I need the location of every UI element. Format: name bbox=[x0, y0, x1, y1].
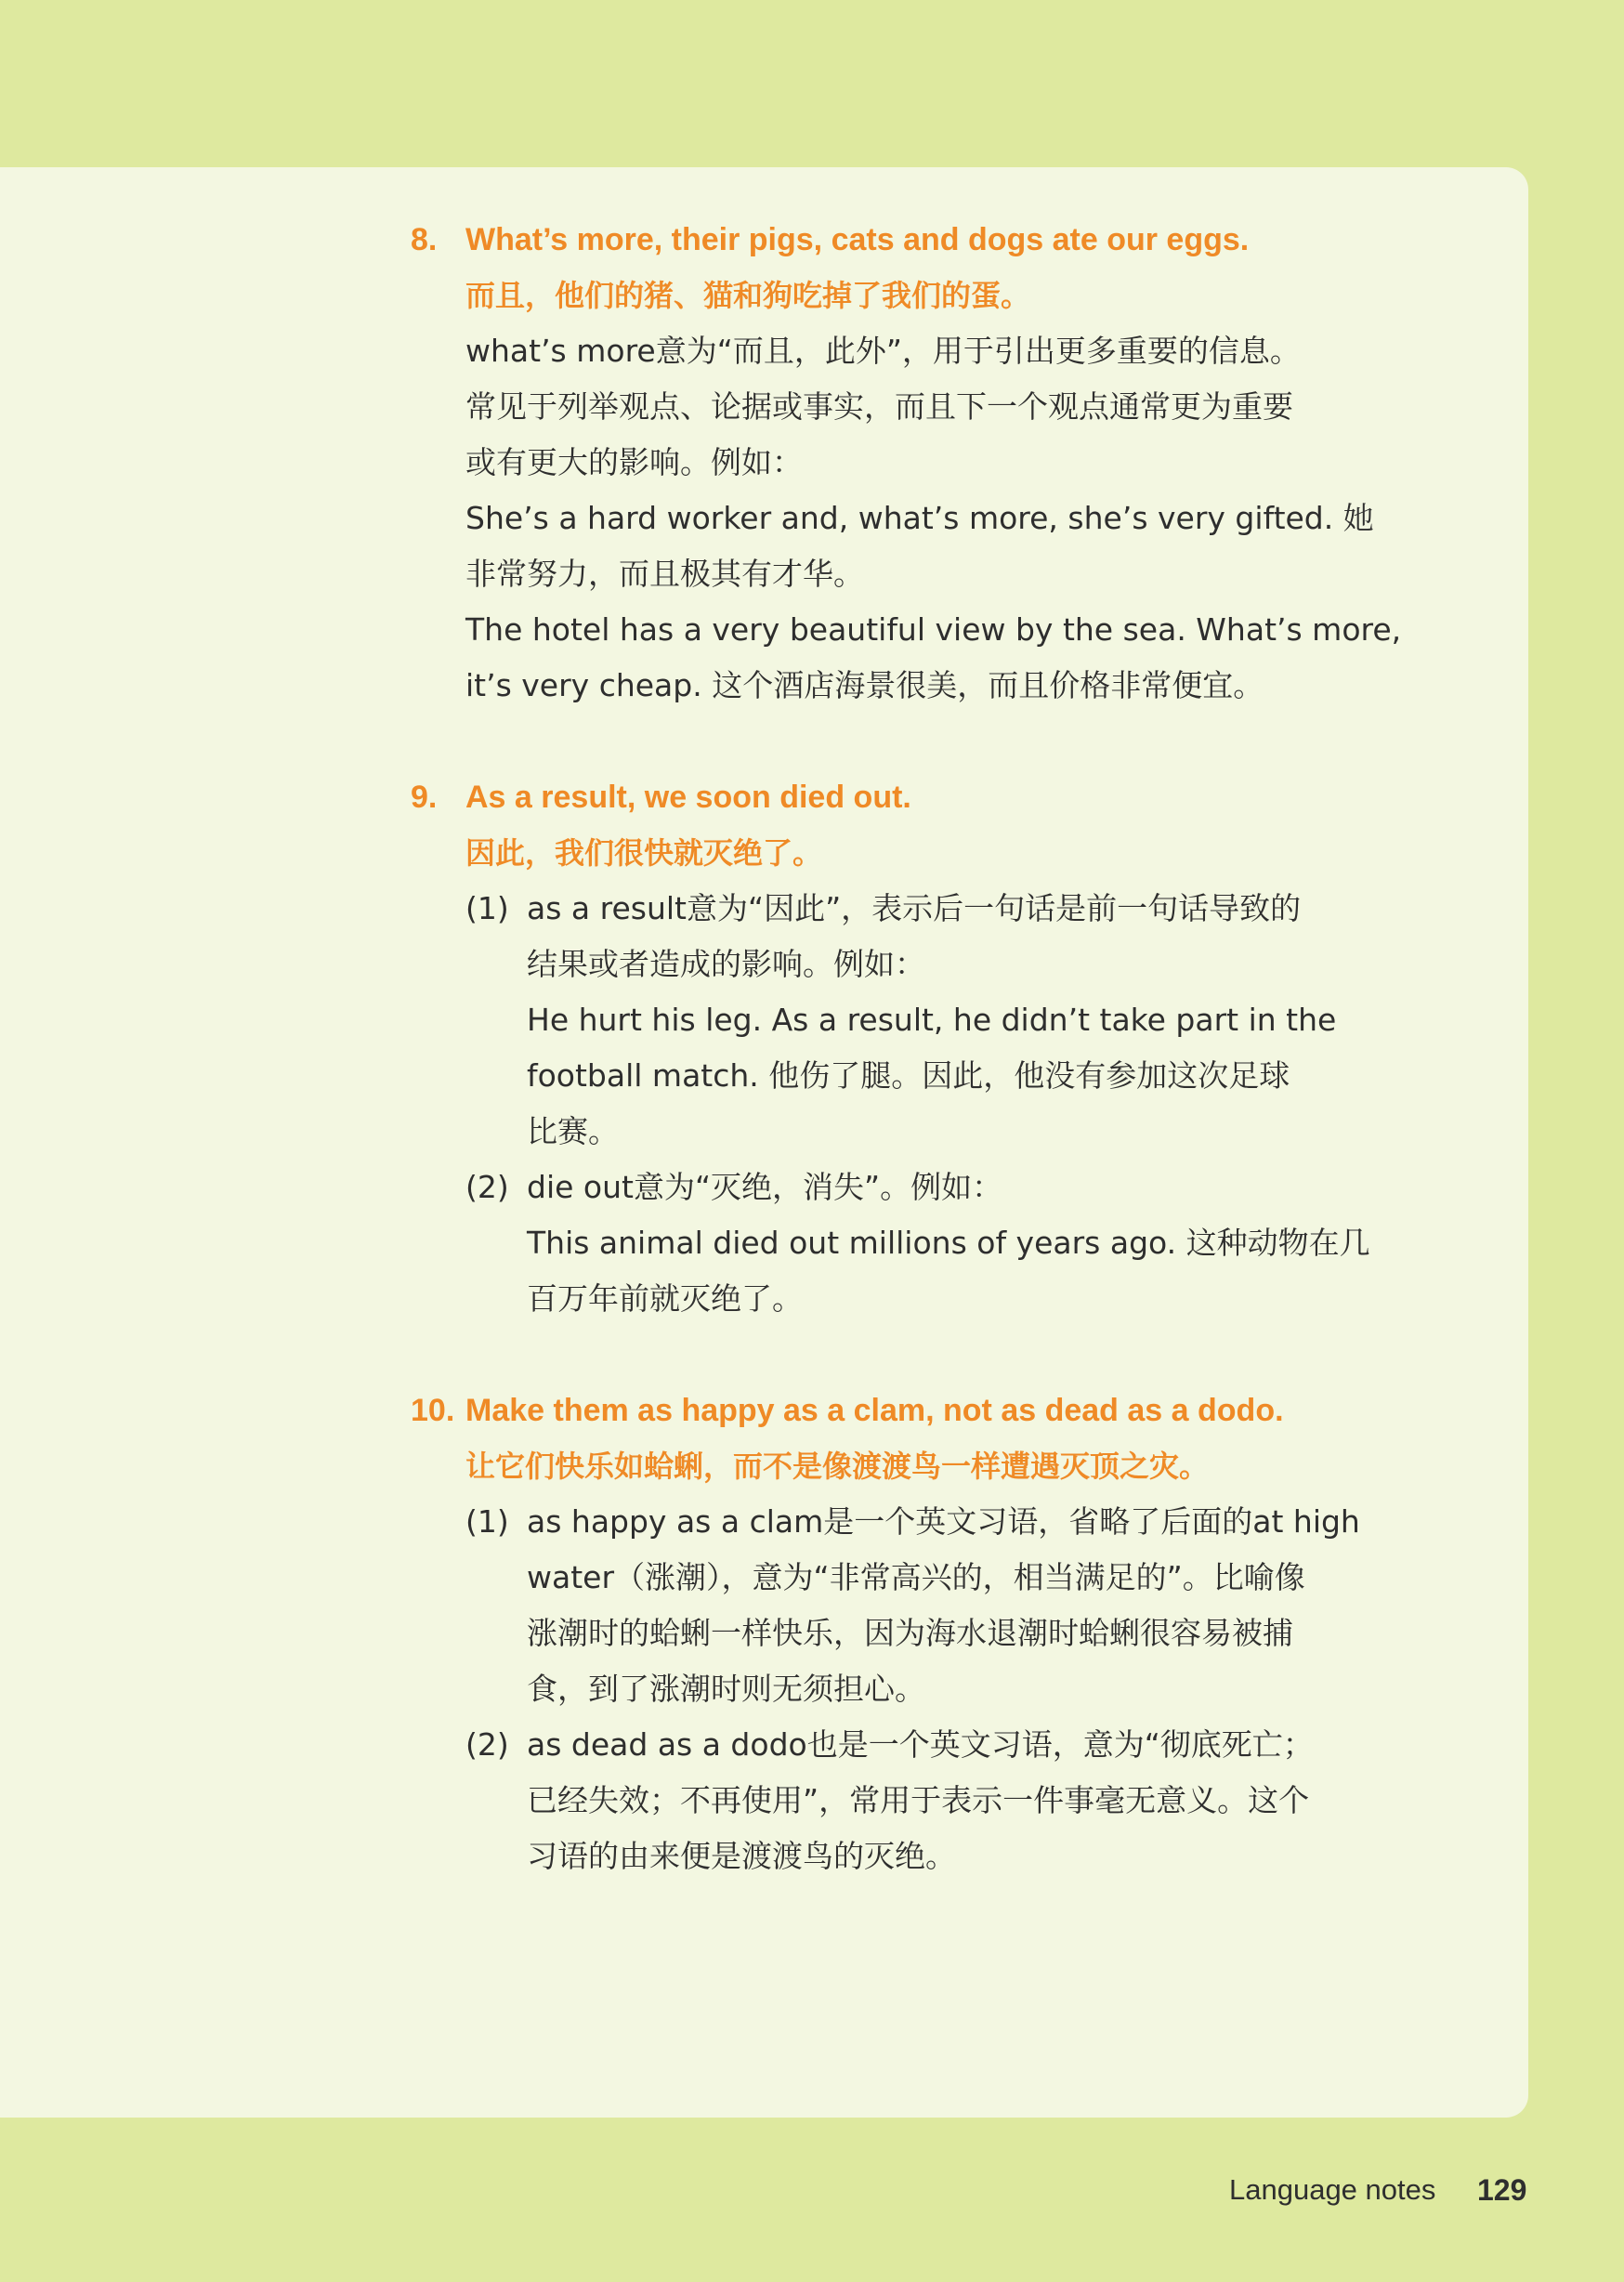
sub-point-text bbox=[527, 1494, 1479, 1717]
note-number: 9. bbox=[411, 780, 438, 815]
page-number: 129 bbox=[1477, 2173, 1527, 2207]
note-body bbox=[465, 769, 1479, 1327]
explanation-line: 常见于列举观点、论据或事实，而且下一个观点通常更为重要 bbox=[465, 388, 1293, 425]
explanation-line: 结果或者造成的影响。例如： bbox=[527, 946, 925, 982]
sub-point-marker: (2) bbox=[465, 1169, 509, 1205]
example-line: football match. 他伤了腿。因此，他没有参加这次足球 bbox=[527, 1057, 1290, 1094]
explanation-line: 或有更大的影响。例如： bbox=[465, 444, 803, 480]
note-heading: What’s more, their pigs, cats and dogs ate our eggs. bbox=[465, 222, 1250, 257]
sub-point-text bbox=[527, 881, 1479, 1160]
language-notes-content bbox=[411, 212, 1479, 1940]
explanation-line: 习语的由来便是渡渡鸟的灭绝。 bbox=[527, 1838, 956, 1874]
example-line: it’s very cheap. 这个酒店海景很美，而且价格非常便宜。 bbox=[465, 667, 1264, 703]
example-line: 非常努力，而且极其有才华。 bbox=[465, 556, 864, 592]
note-heading: As a result, we soon died out. bbox=[465, 780, 911, 815]
explanation-line: what’s more意为“而且，此外”，用于引出更多重要的信息。 bbox=[465, 333, 1301, 369]
note-heading-translation: 而且，他们的猪、猫和狗吃掉了我们的蛋。 bbox=[465, 278, 1031, 313]
sub-point-marker: (1) bbox=[465, 890, 509, 926]
sub-point-text bbox=[527, 1717, 1479, 1884]
sub-point-1 bbox=[465, 881, 1479, 1160]
sub-point-2 bbox=[465, 1717, 1479, 1884]
note-heading: Make them as happy as a clam, not as dead as a dodo. bbox=[465, 1393, 1284, 1428]
explanation-line: 已经失效；不再使用”，常用于表示一件事毫无意义。这个 bbox=[527, 1782, 1310, 1818]
note-body bbox=[465, 212, 1479, 714]
example-line: She’s a hard worker and, what’s more, she’s very gifted. 她 bbox=[465, 500, 1374, 536]
note-item-9 bbox=[411, 769, 1479, 1327]
note-number: 8. bbox=[411, 222, 438, 257]
note-item-8 bbox=[411, 212, 1479, 714]
explanation-line: 食，到了涨潮时则无须担心。 bbox=[527, 1671, 925, 1707]
explanation-line: as dead as a dodo也是一个英文习语，意为“彻底死亡； bbox=[527, 1726, 1314, 1763]
sub-point-marker: (2) bbox=[465, 1726, 509, 1763]
explanation-line: as a result意为“因此”，表示后一句话是前一句话导致的 bbox=[527, 890, 1302, 926]
example-line: The hotel has a very beautiful view by the sea. What’s more, bbox=[465, 611, 1402, 648]
example-line: 比赛。 bbox=[527, 1113, 619, 1149]
example-line: 百万年前就灭绝了。 bbox=[527, 1280, 803, 1317]
explanation-line: water（涨潮），意为“非常高兴的，相当满足的”。比喻像 bbox=[527, 1559, 1305, 1595]
explanation-line: 涨潮时的蛤蜊一样快乐，因为海水退潮时蛤蜊很容易被捕 bbox=[527, 1615, 1293, 1651]
example-line: This animal died out millions of years ago. 这种动物在几 bbox=[527, 1225, 1370, 1261]
example-line: He hurt his leg. As a result, he didn’t take part in the bbox=[527, 1002, 1337, 1038]
sub-point-1 bbox=[465, 1494, 1479, 1717]
sub-point-text bbox=[527, 1160, 1479, 1327]
sub-point-marker: (1) bbox=[465, 1503, 509, 1540]
note-number: 10. bbox=[411, 1393, 455, 1428]
explanation-line: as happy as a clam是一个英文习语，省略了后面的at high bbox=[527, 1503, 1360, 1540]
explanation-line: die out意为“灭绝，消失”。例如： bbox=[527, 1169, 1003, 1205]
footer-section-label: Language notes bbox=[1229, 2173, 1436, 2206]
note-item-10 bbox=[411, 1383, 1479, 1884]
note-heading-translation: 因此，我们很快就灭绝了。 bbox=[465, 835, 823, 871]
sub-point-2 bbox=[465, 1160, 1479, 1327]
note-heading-translation: 让它们快乐如蛤蜊，而不是像渡渡鸟一样遭遇灭顶之灾。 bbox=[465, 1449, 1210, 1484]
note-body bbox=[465, 1383, 1479, 1884]
